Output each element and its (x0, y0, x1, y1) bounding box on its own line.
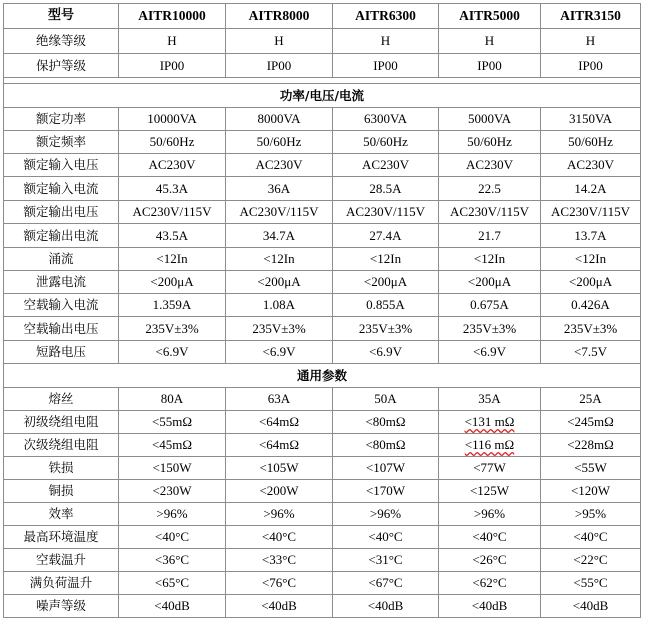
table-row (4, 595, 641, 618)
cell-value: 36A (226, 177, 333, 201)
cell-value: <40°C (226, 526, 333, 549)
cell-value: 22.5 (439, 177, 541, 201)
cell-value: H (439, 29, 541, 54)
cell-value: <40°C (119, 526, 226, 549)
row-label: 绝缘等级 (4, 29, 119, 54)
table-row (4, 341, 641, 364)
cell-value: AC230V/115V (439, 201, 541, 224)
cell-value: 13.7A (541, 224, 641, 248)
cell-value: 14.2A (541, 177, 641, 201)
cell-value: AC230V/115V (119, 201, 226, 224)
table-row (4, 526, 641, 549)
cell-value: 80A (119, 388, 226, 411)
table-row (4, 294, 641, 317)
row-label: 满负荷温升 (4, 572, 119, 595)
cell-value: 45.3A (119, 177, 226, 201)
cell-value: <200μA (119, 271, 226, 294)
cell-value: 50/60Hz (226, 131, 333, 154)
cell-value: 25A (541, 388, 641, 411)
cell-value: <200μA (226, 271, 333, 294)
cell-value: IP00 (439, 54, 541, 78)
cell-value: <12In (333, 248, 439, 271)
row-label: 额定输入电压 (4, 154, 119, 177)
spec-table (3, 3, 641, 618)
cell-value: 34.7A (226, 224, 333, 248)
cell-value: <62°C (439, 572, 541, 595)
cell-value: <107W (333, 457, 439, 480)
section-row (4, 84, 641, 108)
cell-value: <150W (119, 457, 226, 480)
table-row (4, 177, 641, 201)
cell-value: <67°C (333, 572, 439, 595)
cell-value: IP00 (226, 54, 333, 78)
row-label: 空载输出电压 (4, 317, 119, 341)
cell-value: 50/60Hz (119, 131, 226, 154)
model-header: AITR10000 (119, 4, 226, 29)
cell-value: 235V±3% (541, 317, 641, 341)
cell-value: 0.675A (439, 294, 541, 317)
table-row (4, 480, 641, 503)
cell-value: <245mΩ (541, 411, 641, 434)
header-label: 型号 (4, 4, 119, 29)
cell-value: IP00 (541, 54, 641, 78)
row-label: 空载输入电流 (4, 294, 119, 317)
cell-value: <6.9V (119, 341, 226, 364)
cell-value: <80mΩ (333, 411, 439, 434)
cell-value: 10000VA (119, 108, 226, 131)
cell-value: <228mΩ (541, 434, 641, 457)
cell-value: <40dB (333, 595, 439, 618)
cell-value: <200μA (333, 271, 439, 294)
table-row (4, 317, 641, 341)
cell-value: <125W (439, 480, 541, 503)
model-header: AITR8000 (226, 4, 333, 29)
cell-value: <76°C (226, 572, 333, 595)
cell-value: AC230V (119, 154, 226, 177)
cell-value: H (333, 29, 439, 54)
cell-value: H (541, 29, 641, 54)
cell-value: 0.426A (541, 294, 641, 317)
cell-value: <12In (541, 248, 641, 271)
cell-value: <65°C (119, 572, 226, 595)
table-row (4, 271, 641, 294)
row-label: 铁损 (4, 457, 119, 480)
cell-value: 43.5A (119, 224, 226, 248)
cell-value: <77W (439, 457, 541, 480)
cell-value: <55W (541, 457, 641, 480)
cell-value: <64mΩ (226, 411, 333, 434)
cell-value: <45mΩ (119, 434, 226, 457)
table-row (4, 201, 641, 224)
cell-value: <40°C (333, 526, 439, 549)
table-row (4, 434, 641, 457)
cell-value: <40dB (541, 595, 641, 618)
row-label: 铜损 (4, 480, 119, 503)
cell-value: 235V±3% (333, 317, 439, 341)
row-label: 短路电压 (4, 341, 119, 364)
cell-value: >96% (226, 503, 333, 526)
cell-value: <40°C (541, 526, 641, 549)
cell-value: 50/60Hz (439, 131, 541, 154)
cell-value: 8000VA (226, 108, 333, 131)
cell-value: 21.7 (439, 224, 541, 248)
table-row (4, 549, 641, 572)
section-row (4, 364, 641, 388)
cell-value: 35A (439, 388, 541, 411)
cell-value: <6.9V (226, 341, 333, 364)
cell-value: 50/60Hz (333, 131, 439, 154)
cell-value: 235V±3% (226, 317, 333, 341)
row-label: 次级绕组电阻 (4, 434, 119, 457)
model-header: AITR3150 (541, 4, 641, 29)
cell-value: <55mΩ (119, 411, 226, 434)
row-label: 保护等级 (4, 54, 119, 78)
table-row (4, 457, 641, 480)
cell-value: <200μA (439, 271, 541, 294)
cell-value: <131 mΩ (439, 411, 541, 434)
cell-value: <200W (226, 480, 333, 503)
cell-value: 1.359A (119, 294, 226, 317)
cell-value: <6.9V (333, 341, 439, 364)
cell-value: <33°C (226, 549, 333, 572)
cell-value: <40dB (119, 595, 226, 618)
cell-value: <40dB (439, 595, 541, 618)
cell-value: <116 mΩ (439, 434, 541, 457)
cell-value: <105W (226, 457, 333, 480)
cell-value: AC230V/115V (333, 201, 439, 224)
cell-value: 235V±3% (439, 317, 541, 341)
cell-value: <12In (439, 248, 541, 271)
table-row (4, 29, 641, 54)
cell-value: >96% (439, 503, 541, 526)
cell-value: IP00 (119, 54, 226, 78)
table-row (4, 54, 641, 78)
table-row (4, 108, 641, 131)
cell-value: <170W (333, 480, 439, 503)
row-label: 空载温升 (4, 549, 119, 572)
row-label: 熔丝 (4, 388, 119, 411)
table-row (4, 388, 641, 411)
cell-value: 28.5A (333, 177, 439, 201)
cell-value: <31°C (333, 549, 439, 572)
cell-value: <7.5V (541, 341, 641, 364)
table-row (4, 572, 641, 595)
cell-value: <22°C (541, 549, 641, 572)
cell-value: 1.08A (226, 294, 333, 317)
cell-value: <36°C (119, 549, 226, 572)
cell-value: >95% (541, 503, 641, 526)
model-header: AITR6300 (333, 4, 439, 29)
cell-value: <26°C (439, 549, 541, 572)
cell-value: AC230V (226, 154, 333, 177)
cell-value: <12In (119, 248, 226, 271)
section-title: 功率/电压/电流 (4, 84, 641, 108)
cell-value: 50/60Hz (541, 131, 641, 154)
section-title: 通用参数 (4, 364, 641, 388)
cell-value: H (226, 29, 333, 54)
cell-value: >96% (333, 503, 439, 526)
table-row (4, 131, 641, 154)
cell-value: <120W (541, 480, 641, 503)
cell-value: 235V±3% (119, 317, 226, 341)
row-label: 额定功率 (4, 108, 119, 131)
cell-value: 0.855A (333, 294, 439, 317)
cell-value: 63A (226, 388, 333, 411)
cell-value: <80mΩ (333, 434, 439, 457)
row-label: 涌流 (4, 248, 119, 271)
table-row (4, 503, 641, 526)
cell-value: AC230V/115V (541, 201, 641, 224)
row-label: 泄露电流 (4, 271, 119, 294)
cell-value: 27.4A (333, 224, 439, 248)
cell-value: <55°C (541, 572, 641, 595)
row-label: 额定输出电流 (4, 224, 119, 248)
row-label: 初级绕组电阻 (4, 411, 119, 434)
table-row (4, 224, 641, 248)
cell-value: <64mΩ (226, 434, 333, 457)
cell-value: 6300VA (333, 108, 439, 131)
table-row (4, 248, 641, 271)
row-label: 效率 (4, 503, 119, 526)
cell-value: <40°C (439, 526, 541, 549)
cell-value: 3150VA (541, 108, 641, 131)
row-label: 额定输入电流 (4, 177, 119, 201)
cell-value: IP00 (333, 54, 439, 78)
cell-value: AC230V (541, 154, 641, 177)
row-label: 额定输出电压 (4, 201, 119, 224)
cell-value: <40dB (226, 595, 333, 618)
header-row (4, 4, 641, 29)
cell-value: <12In (226, 248, 333, 271)
cell-value: <200μA (541, 271, 641, 294)
model-header: AITR5000 (439, 4, 541, 29)
cell-value: <6.9V (439, 341, 541, 364)
table-row (4, 154, 641, 177)
cell-value: AC230V/115V (226, 201, 333, 224)
cell-value: 5000VA (439, 108, 541, 131)
cell-value: >96% (119, 503, 226, 526)
row-label: 最高环境温度 (4, 526, 119, 549)
row-label: 噪声等级 (4, 595, 119, 618)
cell-value: AC230V (333, 154, 439, 177)
cell-value: H (119, 29, 226, 54)
row-label: 额定频率 (4, 131, 119, 154)
table-row (4, 411, 641, 434)
cell-value: 50A (333, 388, 439, 411)
cell-value: <230W (119, 480, 226, 503)
cell-value: AC230V (439, 154, 541, 177)
